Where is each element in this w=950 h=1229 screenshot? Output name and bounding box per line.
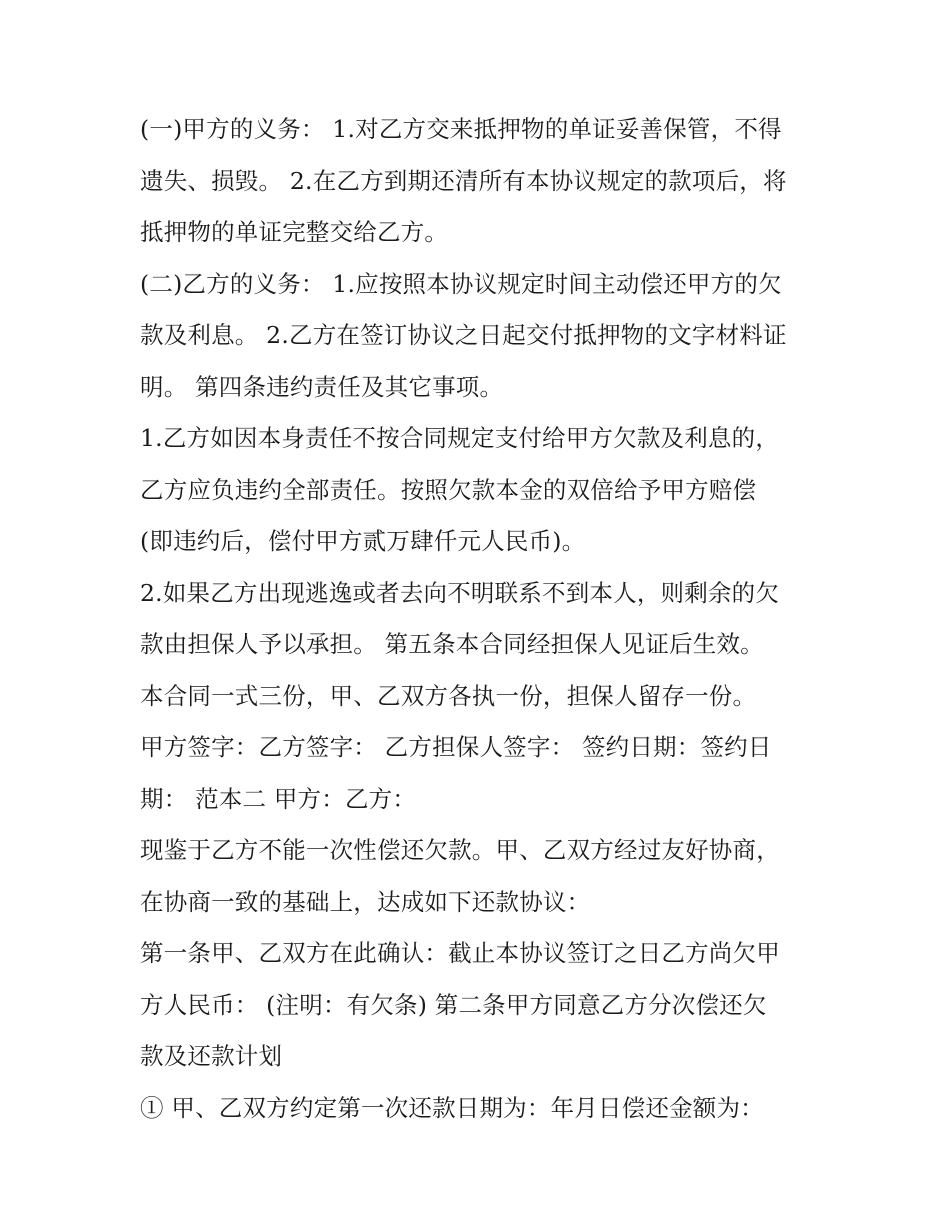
text-line: (即违约后，偿付甲方贰万肆仟元人民币)。	[140, 527, 586, 555]
text-line: 抵押物的单证完整交给乙方。	[140, 218, 449, 246]
text-line: ① 甲、乙双方约定第一次还款日期为：年月日偿还金额为：	[140, 1093, 764, 1122]
text-line: (二)乙方的义务： 1.应按照本协议规定时间主动偿还甲方的欠	[140, 269, 782, 298]
text-line: 方人民币： (注明：有欠条) 第二条甲方同意乙方分次偿还欠	[140, 990, 767, 1019]
text-line: 本合同一式三份，甲、乙双方各执一份，担保人留存一份。	[140, 681, 757, 710]
text-line: 款及还款计划	[140, 1042, 283, 1070]
text-line: 现鉴于乙方不能一次性偿还欠款。甲、乙双方经过友好协商，	[140, 836, 780, 864]
text-line: 款及利息。 2.乙方在签订协议之日起交付抵押物的文字材料证	[140, 321, 787, 349]
text-line: (一)甲方的义务： 1.对乙方交来抵押物的单证妥善保管，不得	[140, 115, 782, 143]
text-line: 在协商一致的基础上，达成如下还款协议：	[140, 887, 591, 916]
text-line: 2.如果乙方出现逃逸或者去向不明联系不到本人，则剩余的欠	[140, 578, 780, 607]
text-line: 第一条甲、乙双方在此确认：截止本协议签订之日乙方尚欠甲	[140, 939, 780, 967]
text-line: 款由担保人予以承担。 第五条本合同经担保人见证后生效。	[140, 630, 764, 658]
text-line: 甲方签字：乙方签字： 乙方担保人签字： 签约日期：签约日	[140, 733, 772, 761]
text-line: 乙方应负违约全部责任。按照欠款本金的双倍给予甲方赔偿	[140, 475, 757, 504]
text-line: 遗失、损毁。 2.在乙方到期还清所有本协议规定的款项后，将	[140, 166, 787, 195]
document-body	[140, 104, 820, 1134]
text-line: 期： 范本二 甲方：乙方：	[140, 784, 417, 813]
text-line: 1.乙方如因本身责任不按合同规定支付给甲方欠款及利息的，	[140, 424, 780, 452]
text-line: 明。 第四条违约责任及其它事项。	[140, 372, 504, 401]
